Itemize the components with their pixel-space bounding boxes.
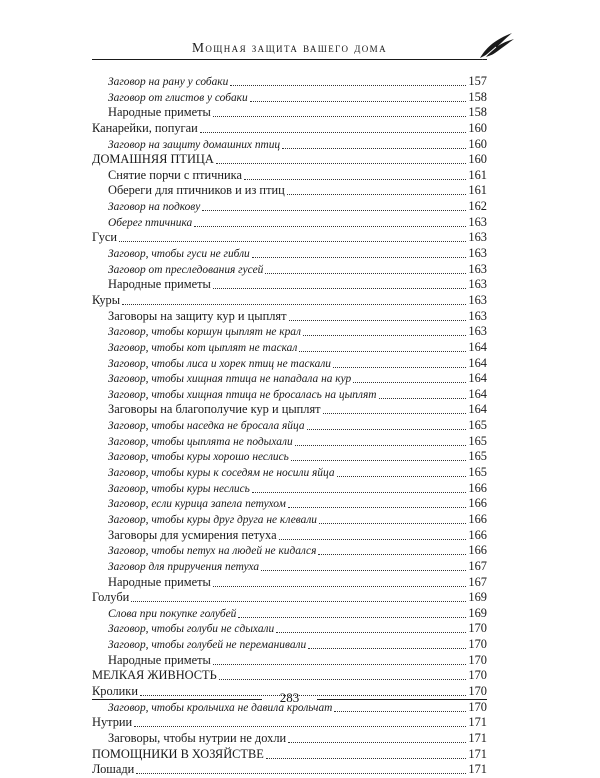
toc-entry-page: 164 bbox=[468, 371, 487, 386]
toc-entry-title: Народные приметы bbox=[108, 277, 211, 292]
toc-entry-title: Заговор, чтобы куры хорошо неслись bbox=[108, 451, 289, 464]
toc-entry bbox=[92, 105, 487, 121]
toc-entry-title: Заговор на рану у собаки bbox=[108, 76, 229, 88]
toc-entry-page: 166 bbox=[468, 480, 487, 495]
toc-entry-title: Заговор, чтобы коршун цыплят не крал bbox=[108, 326, 301, 339]
toc-entry-page: 169 bbox=[468, 590, 487, 605]
toc-entry-page: 161 bbox=[468, 183, 487, 198]
toc-leader-dots bbox=[265, 262, 466, 274]
toc-entry bbox=[92, 356, 487, 372]
toc-entry-page: 160 bbox=[468, 136, 487, 151]
toc-entry bbox=[92, 90, 487, 106]
toc-entry bbox=[92, 512, 487, 528]
toc-entry-page: 163 bbox=[468, 324, 487, 339]
toc-entry-title: Голуби bbox=[92, 590, 130, 605]
toc-leader-dots bbox=[287, 183, 467, 195]
toc-entry-title: Народные приметы bbox=[108, 105, 211, 120]
toc-entry bbox=[92, 324, 487, 340]
toc-entry bbox=[92, 262, 487, 278]
table-of-contents bbox=[92, 74, 487, 778]
toc-leader-dots bbox=[134, 715, 466, 727]
toc-leader-dots bbox=[250, 90, 467, 102]
toc-entry-page: 170 bbox=[468, 668, 487, 683]
toc-entry-title: Заговоры на защиту кур и цыплят bbox=[108, 308, 287, 323]
toc-entry-title: Заговор, чтобы куры неслись bbox=[108, 482, 250, 495]
toc-leader-dots bbox=[288, 496, 467, 508]
toc-leader-dots bbox=[119, 230, 466, 242]
toc-entry-page: 163 bbox=[468, 246, 487, 261]
page-footer bbox=[92, 690, 487, 710]
toc-leader-dots bbox=[261, 559, 466, 571]
toc-entry bbox=[92, 481, 487, 497]
toc-entry bbox=[92, 637, 487, 653]
toc-entry-title: Заговор, чтобы хищная птица не нападала на кур bbox=[108, 373, 352, 386]
toc-entry bbox=[92, 590, 487, 606]
toc-entry-page: 164 bbox=[468, 386, 487, 401]
running-header-title: Мощная защита вашего дома bbox=[192, 40, 387, 55]
toc-entry-title: Слова при покупке голубей bbox=[108, 607, 237, 620]
toc-leader-dots bbox=[295, 434, 467, 446]
toc-leader-dots bbox=[230, 74, 466, 86]
toc-entry-page: 171 bbox=[468, 715, 487, 730]
quill-ornament-icon bbox=[478, 30, 516, 60]
toc-entry-page: 166 bbox=[468, 511, 487, 526]
toc-leader-dots bbox=[219, 668, 467, 680]
toc-leader-dots bbox=[213, 575, 467, 587]
toc-entry bbox=[92, 528, 487, 544]
toc-entry-title: Заговор, чтобы гуси не гибли bbox=[108, 248, 250, 261]
toc-leader-dots bbox=[288, 731, 466, 743]
toc-entry-page: 161 bbox=[468, 167, 487, 182]
toc-entry-page: 158 bbox=[468, 89, 487, 104]
toc-entry-page: 164 bbox=[468, 402, 487, 417]
toc-entry-page: 160 bbox=[468, 152, 487, 167]
toc-entry bbox=[92, 246, 487, 262]
toc-entry bbox=[92, 277, 487, 293]
toc-leader-dots bbox=[282, 137, 466, 149]
toc-entry-page: 170 bbox=[468, 652, 487, 667]
toc-entry-title: Заговор, чтобы цыплята не подыхали bbox=[108, 435, 293, 448]
toc-entry-page: 163 bbox=[468, 292, 487, 307]
toc-leader-dots bbox=[213, 653, 467, 665]
toc-entry bbox=[92, 418, 487, 434]
toc-entry-title: Гуси bbox=[92, 230, 118, 245]
toc-leader-dots bbox=[323, 402, 467, 414]
toc-entry-page: 170 bbox=[468, 683, 487, 698]
toc-entry-page: 163 bbox=[468, 308, 487, 323]
toc-entry bbox=[92, 653, 487, 669]
toc-entry-title: МЕЛКАЯ ЖИВНОСТЬ bbox=[92, 668, 217, 683]
toc-entry-title: Заговор, чтобы хищная птица не бросалась на цыплят bbox=[108, 388, 377, 401]
toc-entry-page: 166 bbox=[468, 543, 487, 558]
header-rule bbox=[92, 59, 487, 60]
toc-entry-title: Заговоры для усмирения петуха bbox=[108, 527, 277, 542]
toc-leader-dots bbox=[308, 637, 466, 649]
toc-leader-dots bbox=[122, 293, 466, 305]
toc-leader-dots bbox=[307, 418, 467, 430]
toc-entry-page: 165 bbox=[468, 418, 487, 433]
toc-leader-dots bbox=[303, 324, 466, 336]
toc-entry bbox=[92, 747, 487, 763]
toc-leader-dots bbox=[333, 356, 466, 368]
toc-entry-title: Заговор для приручения петуха bbox=[108, 560, 260, 573]
toc-entry bbox=[92, 668, 487, 684]
toc-entry-title: Заговор на защиту домашних птиц bbox=[108, 138, 281, 151]
toc-leader-dots bbox=[289, 309, 467, 321]
toc-entry-page: 163 bbox=[468, 214, 487, 229]
toc-entry bbox=[92, 402, 487, 418]
toc-entry-page: 171 bbox=[468, 730, 487, 745]
toc-leader-dots bbox=[276, 621, 466, 633]
toc-entry bbox=[92, 621, 487, 637]
toc-leader-dots bbox=[379, 387, 467, 399]
toc-entry-page: 162 bbox=[468, 199, 487, 214]
toc-entry bbox=[92, 434, 487, 450]
toc-entry-page: 166 bbox=[468, 496, 487, 511]
toc-entry-page: 171 bbox=[468, 762, 487, 777]
toc-entry-page: 166 bbox=[468, 527, 487, 542]
toc-entry-title: Заговор, чтобы наседка не бросала яйца bbox=[108, 420, 305, 433]
toc-entry-page: 170 bbox=[468, 621, 487, 636]
toc-entry-title: Снятие порчи с птичника bbox=[108, 167, 243, 182]
toc-entry-title: Оберег птичника bbox=[108, 216, 193, 229]
toc-entry-title: Заговор от глистов у собаки bbox=[108, 91, 248, 104]
toc-entry-title: Нутрии bbox=[92, 715, 133, 730]
toc-leader-dots bbox=[213, 277, 467, 289]
toc-entry-title: Заговор, чтобы петух на людей не кидался bbox=[108, 545, 317, 558]
toc-entry bbox=[92, 465, 487, 481]
toc-leader-dots bbox=[318, 543, 466, 555]
toc-entry-title: Заговор, чтобы куры друг друга не клевали bbox=[108, 513, 317, 526]
toc-entry-title: Заговор от преследования гусей bbox=[108, 263, 264, 276]
toc-entry-page: 157 bbox=[468, 74, 487, 88]
toc-leader-dots bbox=[337, 465, 467, 477]
toc-entry-title: Канарейки, попугаи bbox=[92, 120, 198, 135]
toc-entry bbox=[92, 387, 487, 403]
toc-leader-dots bbox=[244, 168, 466, 180]
toc-leader-dots bbox=[319, 512, 466, 524]
toc-entry bbox=[92, 168, 487, 184]
toc-entry bbox=[92, 543, 487, 559]
toc-entry bbox=[92, 449, 487, 465]
toc-entry-page: 163 bbox=[468, 261, 487, 276]
toc-entry bbox=[92, 121, 487, 137]
toc-leader-dots bbox=[266, 747, 467, 759]
toc-leader-dots bbox=[353, 371, 466, 383]
toc-entry-title: Заговор, чтобы куры к соседям не носили яйца bbox=[108, 467, 335, 480]
toc-entry bbox=[92, 762, 487, 778]
toc-leader-dots bbox=[202, 199, 466, 211]
toc-entry-page: 167 bbox=[468, 574, 487, 589]
toc-entry bbox=[92, 731, 487, 747]
toc-entry-title: Заговор, если курица запела петухом bbox=[108, 498, 286, 511]
toc-entry-page: 171 bbox=[468, 746, 487, 761]
toc-entry-title: Куры bbox=[92, 292, 121, 307]
toc-entry-page: 170 bbox=[468, 637, 487, 652]
toc-entry-page: 167 bbox=[468, 558, 487, 573]
toc-leader-dots bbox=[216, 152, 467, 164]
toc-entry-title: Народные приметы bbox=[108, 652, 211, 667]
toc-entry bbox=[92, 340, 487, 356]
toc-leader-dots bbox=[213, 105, 467, 117]
toc-entry bbox=[92, 152, 487, 168]
toc-entry-page: 160 bbox=[468, 120, 487, 135]
toc-leader-dots bbox=[252, 481, 467, 493]
toc-entry bbox=[92, 293, 487, 309]
page-number: 283 bbox=[279, 690, 300, 705]
toc-entry-title: Заговор, чтобы лиса и хорек птиц не таскали bbox=[108, 357, 331, 370]
toc-entry-page: 164 bbox=[468, 355, 487, 370]
toc-entry bbox=[92, 309, 487, 325]
toc-leader-dots bbox=[238, 606, 466, 618]
toc-entry-title: Заговор, чтобы голубей не переманивали bbox=[108, 639, 307, 652]
toc-entry-title: Заговор, чтобы голуби не сдыхали bbox=[108, 623, 275, 636]
toc-entry bbox=[92, 496, 487, 512]
toc-entry-page: 165 bbox=[468, 465, 487, 480]
toc-entry-page: 164 bbox=[468, 339, 487, 354]
toc-entry bbox=[92, 230, 487, 246]
toc-entry bbox=[92, 606, 487, 622]
toc-leader-dots bbox=[200, 121, 467, 133]
toc-entry bbox=[92, 215, 487, 231]
toc-entry bbox=[92, 199, 487, 215]
footer-rule-right bbox=[317, 699, 487, 700]
toc-entry-page: 170 bbox=[468, 699, 487, 714]
toc-leader-dots bbox=[279, 528, 467, 540]
toc-leader-dots bbox=[252, 246, 467, 258]
toc-entry-title: Заговоры на благополучие кур и цыплят bbox=[108, 402, 321, 417]
toc-entry-title: Заговор, чтобы крольчиха не давила крольчат bbox=[108, 701, 333, 714]
toc-entry bbox=[92, 183, 487, 199]
running-header bbox=[92, 40, 487, 62]
toc-entry-title: Заговор на подкову bbox=[108, 201, 201, 214]
toc-entry-title: Обереги для птичников и из птиц bbox=[108, 183, 285, 198]
toc-entry-title: Кролики bbox=[92, 683, 138, 698]
toc-entry-title: Заговор, чтобы кот цыплят не таскал bbox=[108, 341, 298, 354]
toc-entry bbox=[92, 575, 487, 591]
toc-entry-page: 169 bbox=[468, 605, 487, 620]
toc-entry-page: 163 bbox=[468, 277, 487, 292]
toc-leader-dots bbox=[194, 215, 466, 227]
toc-leader-dots bbox=[299, 340, 466, 352]
toc-entry-page: 163 bbox=[468, 230, 487, 245]
toc-entry bbox=[92, 74, 487, 90]
toc-entry-title: ДОМАШНЯЯ ПТИЦА bbox=[92, 152, 214, 167]
toc-entry-title: ПОМОЩНИКИ В ХОЗЯЙСТВЕ bbox=[92, 746, 264, 761]
toc-entry bbox=[92, 137, 487, 153]
toc-entry-page: 165 bbox=[468, 449, 487, 464]
toc-entry-page: 158 bbox=[468, 105, 487, 120]
toc-entry-title: Народные приметы bbox=[108, 574, 211, 589]
toc-leader-dots bbox=[136, 762, 466, 774]
toc-entry bbox=[92, 559, 487, 575]
toc-entry-title: Заговоры, чтобы нутрии не дохли bbox=[108, 730, 287, 745]
toc-entry bbox=[92, 715, 487, 731]
toc-entry bbox=[92, 371, 487, 387]
toc-leader-dots bbox=[131, 590, 466, 602]
toc-leader-dots bbox=[291, 449, 467, 461]
toc-entry-page: 165 bbox=[468, 433, 487, 448]
toc-entry-title: Лошади bbox=[92, 762, 135, 777]
